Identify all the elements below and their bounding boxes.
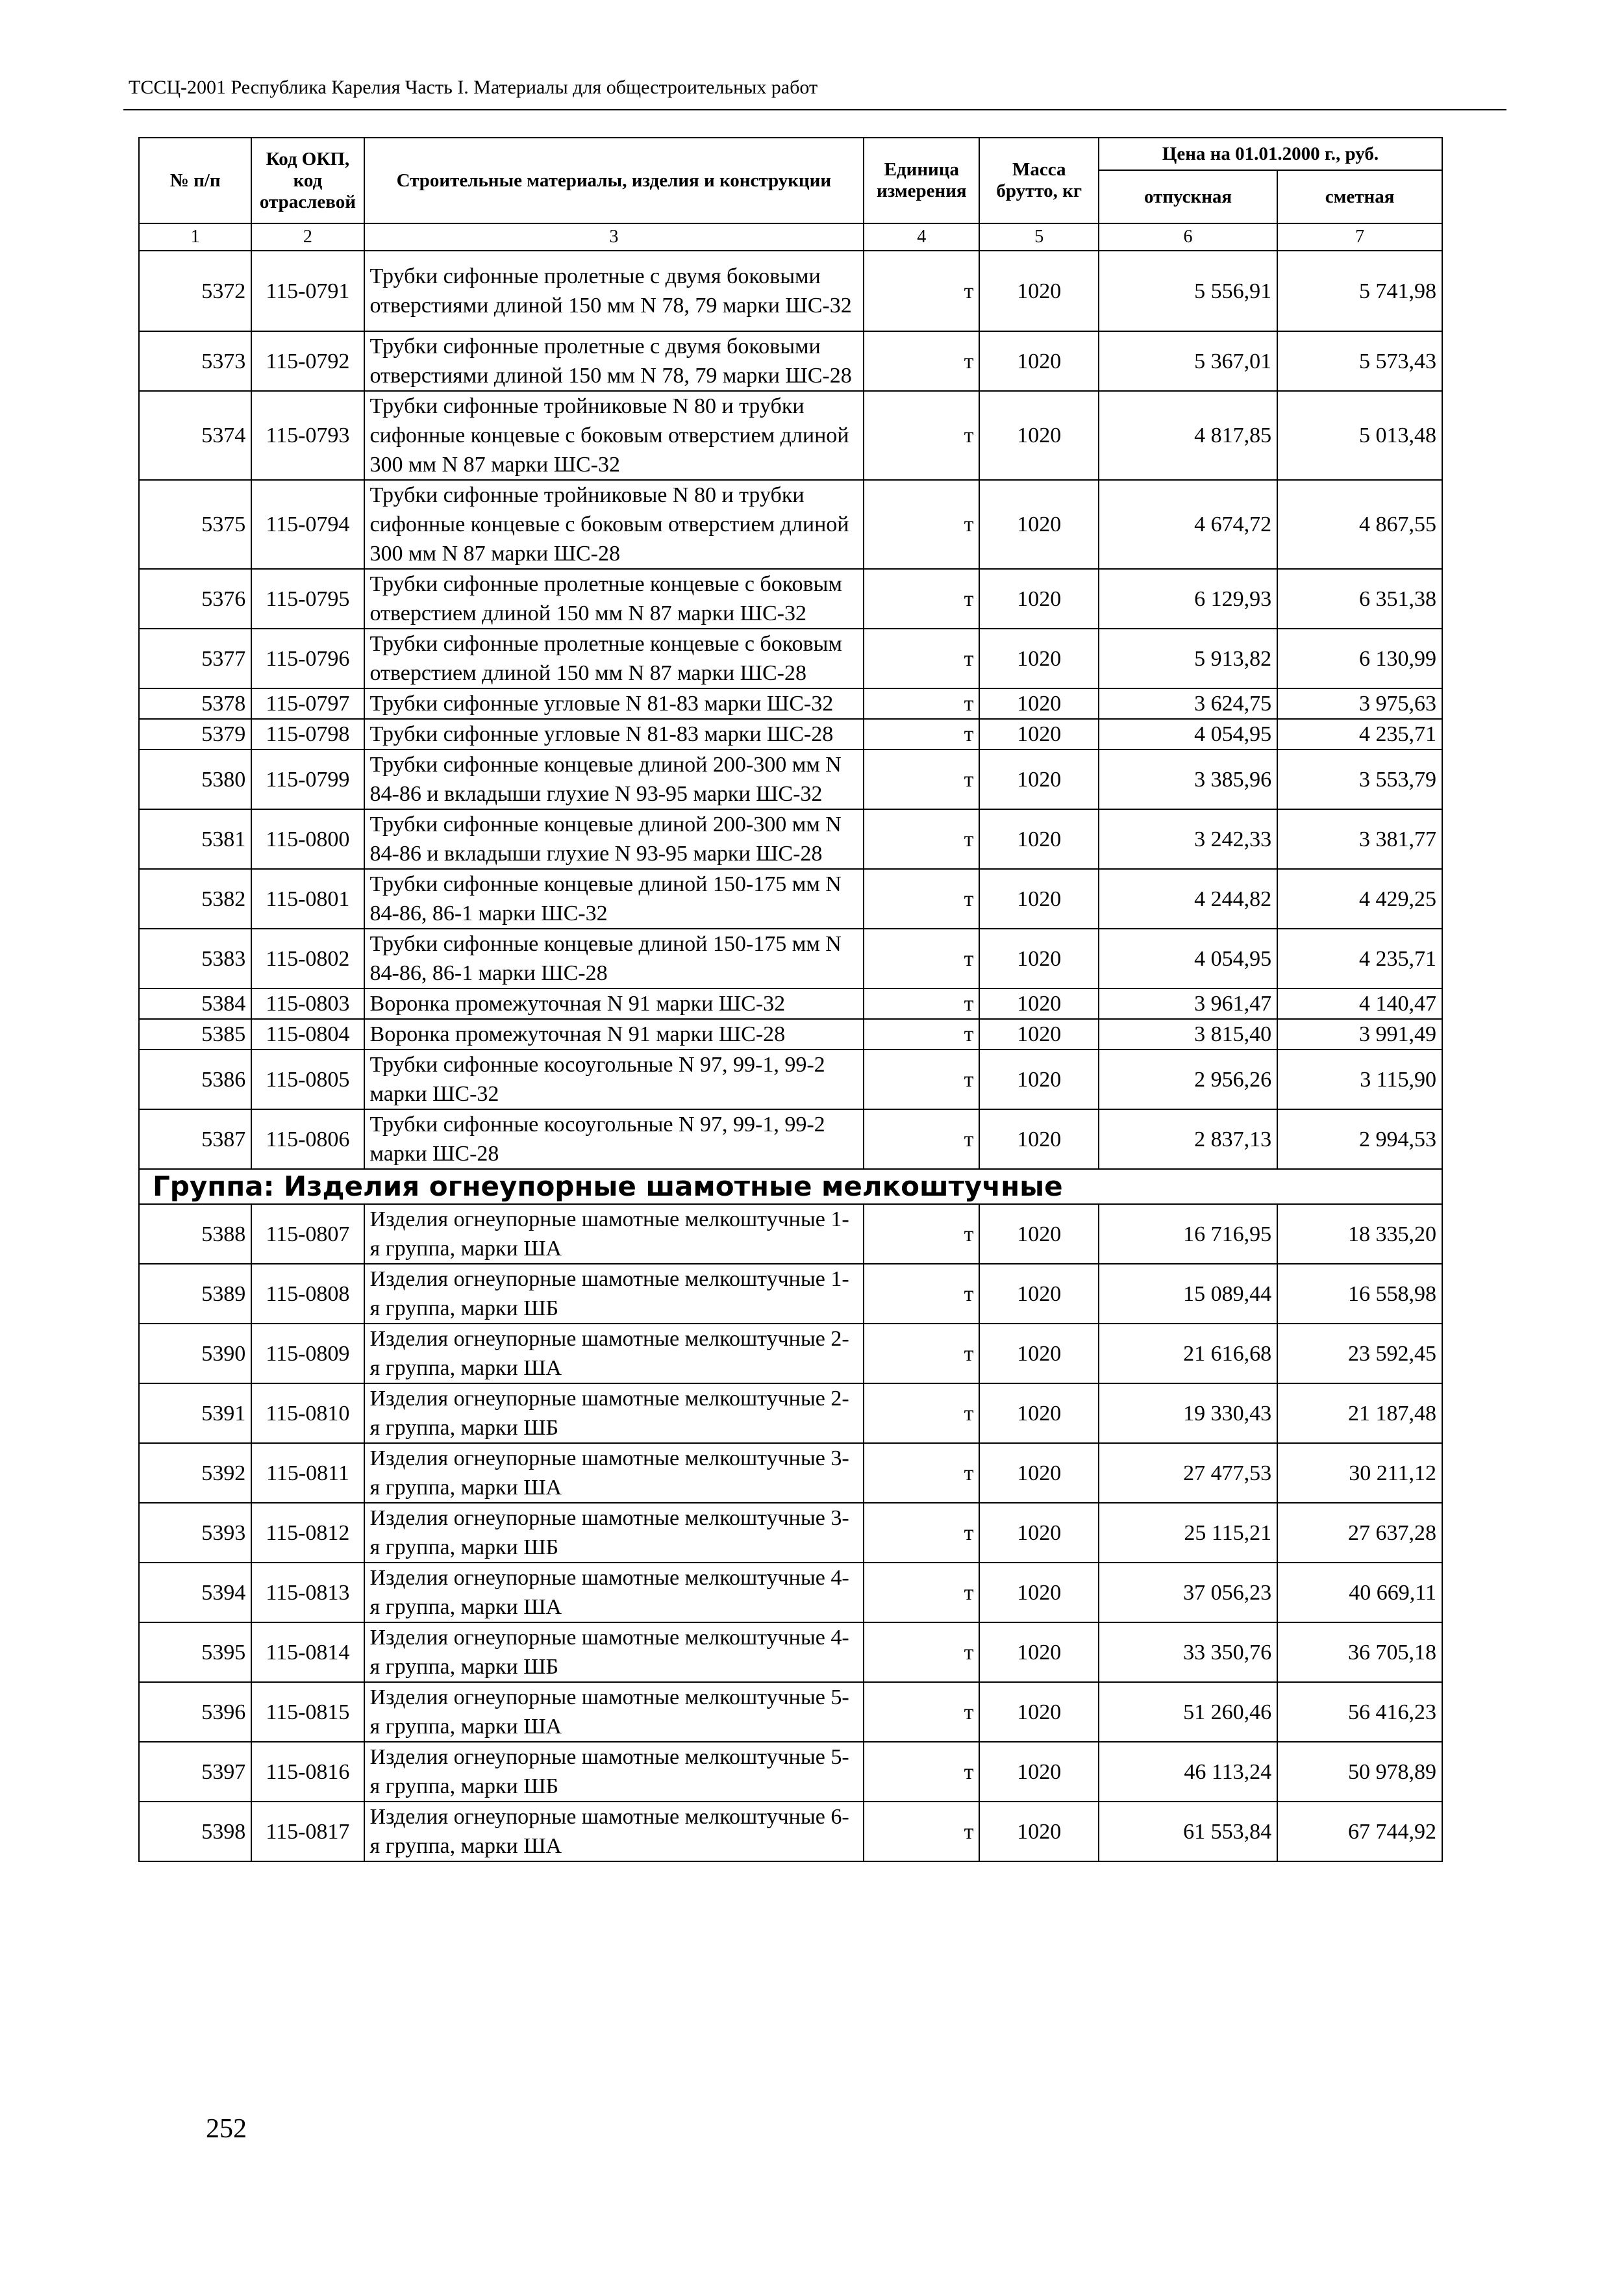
column-number: 2 [251, 223, 364, 251]
price-estimate: 3 553,79 [1277, 749, 1442, 809]
okp-code: 115-0798 [251, 719, 364, 749]
price-estimate: 3 115,90 [1277, 1050, 1442, 1109]
okp-code: 115-0817 [251, 1802, 364, 1861]
col-header-price-release: отпускная [1099, 170, 1277, 223]
materials-table [138, 137, 1443, 1862]
material-name: Трубки сифонные концевые длиной 150-175 мм N 84-86, 86-1 марки ШС-32 [364, 869, 864, 929]
price-estimate: 23 592,45 [1277, 1324, 1442, 1383]
unit: т [864, 1324, 979, 1383]
mass: 1020 [979, 988, 1098, 1019]
okp-code: 115-0810 [251, 1383, 364, 1443]
mass: 1020 [979, 569, 1098, 629]
row-number: 5380 [139, 749, 251, 809]
row-number: 5388 [139, 1204, 251, 1264]
mass: 1020 [979, 391, 1098, 480]
price-estimate: 3 381,77 [1277, 809, 1442, 869]
table-row [139, 869, 1442, 929]
column-number: 1 [139, 223, 251, 251]
material-name: Трубки сифонные угловые N 81-83 марки ШС-32 [364, 688, 864, 719]
col-header-unit: Единица измерения [864, 138, 979, 223]
okp-code: 115-0812 [251, 1503, 364, 1563]
price-estimate: 6 130,99 [1277, 629, 1442, 688]
mass: 1020 [979, 251, 1098, 331]
material-name: Воронка промежуточная N 91 марки ШС-28 [364, 1019, 864, 1050]
mass: 1020 [979, 719, 1098, 749]
material-name: Трубки сифонные концевые длиной 150-175 мм N 84-86, 86-1 марки ШС-28 [364, 929, 864, 988]
unit: т [864, 1204, 979, 1264]
okp-code: 115-0795 [251, 569, 364, 629]
row-number: 5394 [139, 1563, 251, 1622]
row-number: 5381 [139, 809, 251, 869]
price-estimate: 6 351,38 [1277, 569, 1442, 629]
okp-code: 115-0806 [251, 1109, 364, 1169]
row-number: 5376 [139, 569, 251, 629]
row-number: 5397 [139, 1742, 251, 1802]
price-release: 3 961,47 [1099, 988, 1277, 1019]
price-release: 3 624,75 [1099, 688, 1277, 719]
unit: т [864, 391, 979, 480]
row-number: 5372 [139, 251, 251, 331]
col-header-mass: Масса брутто, кг [979, 138, 1098, 223]
table-row [139, 1622, 1442, 1682]
price-estimate: 4 429,25 [1277, 869, 1442, 929]
price-estimate: 5 741,98 [1277, 251, 1442, 331]
okp-code: 115-0799 [251, 749, 364, 809]
column-number: 6 [1099, 223, 1277, 251]
unit: т [864, 809, 979, 869]
material-name: Изделия огнеупорные шамотные мелкоштучные 4-я группа, марки ШБ [364, 1622, 864, 1682]
table-row [139, 1019, 1442, 1050]
table-row [139, 1682, 1442, 1742]
okp-code: 115-0801 [251, 869, 364, 929]
price-release: 51 260,46 [1099, 1682, 1277, 1742]
price-estimate: 56 416,23 [1277, 1682, 1442, 1742]
mass: 1020 [979, 1682, 1098, 1742]
material-name: Трубки сифонные тройниковые N 80 и трубки сифонные концевые с боковым отверстием длиной 300 мм N 87 марки ШС-32 [364, 391, 864, 480]
row-number: 5378 [139, 688, 251, 719]
table-row [139, 749, 1442, 809]
table-row [139, 391, 1442, 480]
price-release: 46 113,24 [1099, 1742, 1277, 1802]
table-body-siphon-tubes [139, 251, 1442, 1169]
price-estimate: 67 744,92 [1277, 1802, 1442, 1861]
price-estimate: 2 994,53 [1277, 1109, 1442, 1169]
material-name: Трубки сифонные концевые длиной 200-300 мм N 84-86 и вкладыши глухие N 93-95 марки ШС-32 [364, 749, 864, 809]
row-number: 5395 [139, 1622, 251, 1682]
mass: 1020 [979, 331, 1098, 391]
material-name: Воронка промежуточная N 91 марки ШС-32 [364, 988, 864, 1019]
unit: т [864, 988, 979, 1019]
material-name: Трубки сифонные косоугольные N 97, 99-1, 99-2 марки ШС-32 [364, 1050, 864, 1109]
header-divider [123, 109, 1506, 110]
unit: т [864, 331, 979, 391]
unit: т [864, 1264, 979, 1324]
price-estimate: 21 187,48 [1277, 1383, 1442, 1443]
price-release: 15 089,44 [1099, 1264, 1277, 1324]
table-row [139, 1802, 1442, 1861]
row-number: 5387 [139, 1109, 251, 1169]
price-release: 19 330,43 [1099, 1383, 1277, 1443]
unit: т [864, 251, 979, 331]
table-row [139, 331, 1442, 391]
table-row [139, 1324, 1442, 1383]
mass: 1020 [979, 1019, 1098, 1050]
price-release: 4 674,72 [1099, 480, 1277, 569]
unit: т [864, 869, 979, 929]
price-release: 5 367,01 [1099, 331, 1277, 391]
table-row [139, 251, 1442, 331]
okp-code: 115-0809 [251, 1324, 364, 1383]
table-row [139, 988, 1442, 1019]
mass: 1020 [979, 1443, 1098, 1503]
material-name: Трубки сифонные концевые длиной 200-300 мм N 84-86 и вкладыши глухие N 93-95 марки ШС-28 [364, 809, 864, 869]
price-release: 33 350,76 [1099, 1622, 1277, 1682]
price-estimate: 4 235,71 [1277, 929, 1442, 988]
material-name: Трубки сифонные пролетные с двумя боковыми отверстиями длиной 150 мм N 78, 79 марки ШС-28 [364, 331, 864, 391]
table-row [139, 1503, 1442, 1563]
price-estimate: 40 669,11 [1277, 1563, 1442, 1622]
okp-code: 115-0815 [251, 1682, 364, 1742]
unit: т [864, 1443, 979, 1503]
price-estimate: 18 335,20 [1277, 1204, 1442, 1264]
material-name: Трубки сифонные пролетные концевые с боковым отверстием длиной 150 мм N 87 марки ШС-28 [364, 629, 864, 688]
table-row [139, 1383, 1442, 1443]
unit: т [864, 929, 979, 988]
unit: т [864, 480, 979, 569]
okp-code: 115-0808 [251, 1264, 364, 1324]
material-name: Изделия огнеупорные шамотные мелкоштучные 2-я группа, марки ША [364, 1324, 864, 1383]
price-release: 27 477,53 [1099, 1443, 1277, 1503]
price-estimate: 3 975,63 [1277, 688, 1442, 719]
mass: 1020 [979, 929, 1098, 988]
table-header [139, 138, 1442, 251]
row-number: 5389 [139, 1264, 251, 1324]
price-release: 16 716,95 [1099, 1204, 1277, 1264]
okp-code: 115-0811 [251, 1443, 364, 1503]
row-number: 5373 [139, 331, 251, 391]
row-number: 5377 [139, 629, 251, 688]
material-name: Трубки сифонные пролетные концевые с боковым отверстием длиной 150 мм N 87 марки ШС-32 [364, 569, 864, 629]
price-release: 5 556,91 [1099, 251, 1277, 331]
price-release: 2 837,13 [1099, 1109, 1277, 1169]
price-estimate: 3 991,49 [1277, 1019, 1442, 1050]
mass: 1020 [979, 1109, 1098, 1169]
col-header-price-group: Цена на 01.01.2000 г., руб. [1099, 138, 1442, 170]
row-number: 5396 [139, 1682, 251, 1742]
price-estimate: 30 211,12 [1277, 1443, 1442, 1503]
price-release: 3 815,40 [1099, 1019, 1277, 1050]
unit: т [864, 1622, 979, 1682]
unit: т [864, 749, 979, 809]
material-name: Трубки сифонные угловые N 81-83 марки ШС-28 [364, 719, 864, 749]
table-row [139, 1204, 1442, 1264]
price-estimate: 4 140,47 [1277, 988, 1442, 1019]
unit: т [864, 1383, 979, 1443]
okp-code: 115-0816 [251, 1742, 364, 1802]
price-release: 4 817,85 [1099, 391, 1277, 480]
price-estimate: 4 235,71 [1277, 719, 1442, 749]
mass: 1020 [979, 1383, 1098, 1443]
col-header-num: № п/п [139, 138, 251, 223]
okp-code: 115-0802 [251, 929, 364, 988]
table-row [139, 1742, 1442, 1802]
mass: 1020 [979, 869, 1098, 929]
material-name: Изделия огнеупорные шамотные мелкоштучные 6-я группа, марки ША [364, 1802, 864, 1861]
row-number: 5384 [139, 988, 251, 1019]
price-release: 4 054,95 [1099, 719, 1277, 749]
unit: т [864, 1563, 979, 1622]
okp-code: 115-0807 [251, 1204, 364, 1264]
price-estimate: 27 637,28 [1277, 1503, 1442, 1563]
row-number: 5386 [139, 1050, 251, 1109]
table-row [139, 569, 1442, 629]
material-name: Изделия огнеупорные шамотные мелкоштучные 3-я группа, марки ША [364, 1443, 864, 1503]
mass: 1020 [979, 1050, 1098, 1109]
page-number: 252 [206, 2114, 247, 2144]
price-estimate: 4 867,55 [1277, 480, 1442, 569]
table-row [139, 1050, 1442, 1109]
col-header-code: Код ОКП, код отраслевой [251, 138, 364, 223]
material-name: Изделия огнеупорные шамотные мелкоштучные 1-я группа, марки ШБ [364, 1264, 864, 1324]
price-estimate: 36 705,18 [1277, 1622, 1442, 1682]
mass: 1020 [979, 1324, 1098, 1383]
price-estimate: 16 558,98 [1277, 1264, 1442, 1324]
unit: т [864, 569, 979, 629]
okp-code: 115-0791 [251, 251, 364, 331]
unit: т [864, 1503, 979, 1563]
mass: 1020 [979, 688, 1098, 719]
mass: 1020 [979, 1264, 1098, 1324]
unit: т [864, 1802, 979, 1861]
column-number: 7 [1277, 223, 1442, 251]
row-number: 5390 [139, 1324, 251, 1383]
table-row [139, 1443, 1442, 1503]
price-estimate: 5 573,43 [1277, 331, 1442, 391]
mass: 1020 [979, 1742, 1098, 1802]
row-number: 5391 [139, 1383, 251, 1443]
okp-code: 115-0814 [251, 1622, 364, 1682]
column-number: 3 [364, 223, 864, 251]
material-name: Изделия огнеупорные шамотные мелкоштучные 3-я группа, марки ШБ [364, 1503, 864, 1563]
table-row [139, 629, 1442, 688]
price-estimate: 5 013,48 [1277, 391, 1442, 480]
table-row [139, 719, 1442, 749]
group-section [139, 1169, 1442, 1204]
price-release: 5 913,82 [1099, 629, 1277, 688]
table-row [139, 1264, 1442, 1324]
price-release: 6 129,93 [1099, 569, 1277, 629]
row-number: 5383 [139, 929, 251, 988]
mass: 1020 [979, 1622, 1098, 1682]
row-number: 5374 [139, 391, 251, 480]
table-row [139, 480, 1442, 569]
table-row [139, 809, 1442, 869]
material-name: Изделия огнеупорные шамотные мелкоштучные 4-я группа, марки ША [364, 1563, 864, 1622]
column-number: 5 [979, 223, 1098, 251]
table-row [139, 1109, 1442, 1169]
price-release: 3 385,96 [1099, 749, 1277, 809]
material-name: Изделия огнеупорные шамотные мелкоштучные 5-я группа, марки ШБ [364, 1742, 864, 1802]
material-name: Трубки сифонные тройниковые N 80 и трубки сифонные концевые с боковым отверстием длиной 300 мм N 87 марки ШС-28 [364, 480, 864, 569]
price-estimate: 50 978,89 [1277, 1742, 1442, 1802]
okp-code: 115-0800 [251, 809, 364, 869]
okp-code: 115-0805 [251, 1050, 364, 1109]
table-row [139, 688, 1442, 719]
mass: 1020 [979, 1563, 1098, 1622]
unit: т [864, 629, 979, 688]
material-name: Трубки сифонные косоугольные N 97, 99-1, 99-2 марки ШС-28 [364, 1109, 864, 1169]
group-title: Группа: Изделия огнеупорные шамотные мелкоштучные [139, 1169, 1442, 1204]
row-number: 5375 [139, 480, 251, 569]
mass: 1020 [979, 1802, 1098, 1861]
material-name: Изделия огнеупорные шамотные мелкоштучные 2-я группа, марки ШБ [364, 1383, 864, 1443]
unit: т [864, 719, 979, 749]
document-header: ТССЦ-2001 Республика Карелия Часть I. Материалы для общестроительных работ [129, 77, 818, 98]
okp-code: 115-0803 [251, 988, 364, 1019]
row-number: 5392 [139, 1443, 251, 1503]
okp-code: 115-0797 [251, 688, 364, 719]
okp-code: 115-0794 [251, 480, 364, 569]
row-number: 5398 [139, 1802, 251, 1861]
col-header-price-estimate: сметная [1277, 170, 1442, 223]
okp-code: 115-0796 [251, 629, 364, 688]
price-release: 61 553,84 [1099, 1802, 1277, 1861]
price-release: 37 056,23 [1099, 1563, 1277, 1622]
material-name: Изделия огнеупорные шамотные мелкоштучные 5-я группа, марки ША [364, 1682, 864, 1742]
price-release: 4 244,82 [1099, 869, 1277, 929]
okp-code: 115-0793 [251, 391, 364, 480]
row-number: 5382 [139, 869, 251, 929]
row-number: 5379 [139, 719, 251, 749]
mass: 1020 [979, 480, 1098, 569]
price-release: 4 054,95 [1099, 929, 1277, 988]
unit: т [864, 1050, 979, 1109]
material-name: Изделия огнеупорные шамотные мелкоштучные 1-я группа, марки ША [364, 1204, 864, 1264]
column-number: 4 [864, 223, 979, 251]
unit: т [864, 1109, 979, 1169]
okp-code: 115-0792 [251, 331, 364, 391]
unit: т [864, 1019, 979, 1050]
row-number: 5393 [139, 1503, 251, 1563]
okp-code: 115-0804 [251, 1019, 364, 1050]
col-header-name: Строительные материалы, изделия и конструкции [364, 138, 864, 223]
material-name: Трубки сифонные пролетные с двумя боковыми отверстиями длиной 150 мм N 78, 79 марки ШС-32 [364, 251, 864, 331]
mass: 1020 [979, 1204, 1098, 1264]
row-number: 5385 [139, 1019, 251, 1050]
price-release: 3 242,33 [1099, 809, 1277, 869]
unit: т [864, 688, 979, 719]
table-body-fireclay-products [139, 1204, 1442, 1861]
okp-code: 115-0813 [251, 1563, 364, 1622]
unit: т [864, 1742, 979, 1802]
price-release: 25 115,21 [1099, 1503, 1277, 1563]
column-number-row [139, 223, 1442, 251]
mass: 1020 [979, 629, 1098, 688]
mass: 1020 [979, 809, 1098, 869]
mass: 1020 [979, 1503, 1098, 1563]
table-row [139, 929, 1442, 988]
mass: 1020 [979, 749, 1098, 809]
unit: т [864, 1682, 979, 1742]
table-row [139, 1563, 1442, 1622]
price-release: 21 616,68 [1099, 1324, 1277, 1383]
price-release: 2 956,26 [1099, 1050, 1277, 1109]
